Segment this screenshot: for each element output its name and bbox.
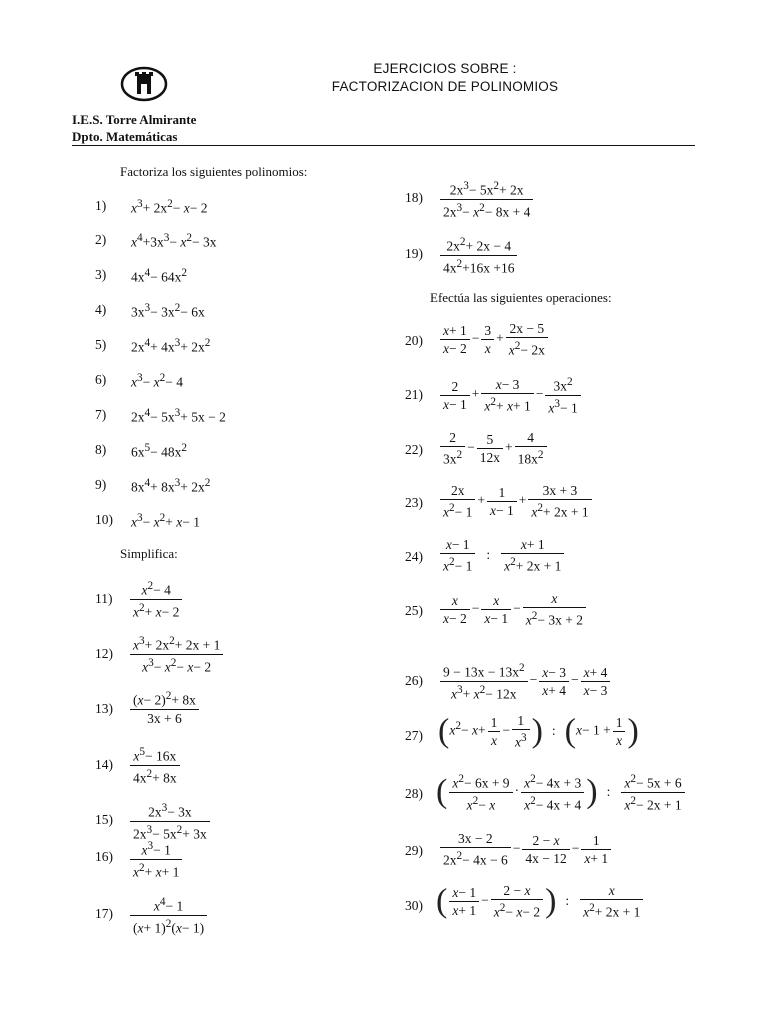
exercise-25-expression: $\frac{x}{x- 2}$ − $\frac{x}{x- 1}$ − $\frac{x}{x^2- 3x + 2}$	[438, 590, 588, 629]
exercise-16-expression: $\frac{x^3- 1}{x^2+ x+ 1}$	[128, 838, 184, 880]
exercise-number: 6)	[95, 372, 107, 387]
exercise-30-expression: ( $\frac{x- 1}{x+ 1}$ − $\frac{2 - x}{x^2- x- 2}$ ) : $\frac{x}{x^2+ 2x + 1}$	[436, 882, 645, 921]
exercise-14-expression: $\frac{x^5- 16x}{4x^2+ 8x}$	[128, 744, 182, 786]
exercise-number: 11)	[95, 591, 113, 606]
exercise-11-expression: $\frac{x^2- 4}{x^2+ x- 2}$	[128, 578, 184, 620]
exercise-number: 30)	[405, 898, 423, 913]
section-factoriza: Factoriza los siguientes polinomios:	[120, 164, 308, 179]
exercise-number: 19)	[405, 246, 423, 261]
exercise-15-expression: $\frac{2x^3- 3x}{2x^3- 5x^2+ 3x}$	[128, 800, 212, 842]
exercise-number: 4)	[95, 302, 107, 317]
exercise-number: 28)	[405, 786, 423, 801]
exercise-22-expression: $\frac{2}{3x^2}$ − $\frac{5}{12x}$ + $\frac{4}{18x^2}$	[438, 429, 549, 468]
exercise-3-expression: $4x^4- 64x^2$	[131, 267, 187, 285]
exercise-number: 29)	[405, 843, 423, 858]
exercise-number: 12)	[95, 646, 113, 661]
exercise-29-expression: $\frac{3x - 2}{2x^2- 4x - 6}$ − $\frac{2 - x}{4x - 12}$ − $\frac{1}{x+ 1}$	[438, 830, 613, 869]
section-efectua: Efectúa las siguientes operaciones:	[430, 290, 612, 305]
exercise-number: 13)	[95, 701, 113, 716]
exercise-12-expression: $\frac{x^3+ 2x^2+ 2x + 1}{x^3- x^2- x- 2}$	[128, 633, 225, 675]
exercise-4-expression: $3x^3- 3x^2- 6x$	[131, 302, 205, 320]
exercise-number: 9)	[95, 477, 107, 492]
exercise-number: 23)	[405, 495, 423, 510]
exercise-6-expression: $x^3- x^2- 4$	[131, 372, 183, 390]
exercise-number: 3)	[95, 267, 107, 282]
exercise-7-expression: $2x^4- 5x^3+ 5x - 2$	[131, 407, 226, 425]
exercise-number: 1)	[95, 198, 107, 213]
exercise-10-expression: $x^3- x^2+ x- 1$	[131, 512, 200, 530]
document-title-line1: EJERCICIOS SOBRE :	[373, 61, 517, 76]
exercise-17-expression: $\frac{x^4- 1}{(x+ 1)^2(x- 1)}$	[128, 894, 209, 936]
exercise-number: 26)	[405, 673, 423, 688]
exercise-number: 25)	[405, 603, 423, 618]
exercise-number: 15)	[95, 812, 113, 827]
exercise-number: 14)	[95, 757, 113, 772]
exercise-number: 5)	[95, 337, 107, 352]
exercise-13-expression: $\frac{(x- 2)^2+ 8x}{3x + 6}$	[128, 688, 201, 727]
exercise-18-expression: $\frac{2x^3- 5x^2+ 2x}{2x^3- x^2- 8x + 4}$	[438, 178, 535, 220]
exercise-19-expression: $\frac{2x^2+ 2x - 4}{4x^2+16x +16}$	[438, 234, 519, 276]
exercise-27-expression: ($x^2- x+$ $\frac{1}{x}$ − $\frac{1}{x^3}$ ) : (x− 1 + $\frac{1}{x}$ )	[438, 712, 639, 750]
exercise-26-expression: $\frac{9 - 13x - 13x^2}{x^3+ x^2- 12x}$ − $\frac{x- 3}{x+ 4}$ − $\frac{x+ 4}{x- 3}$	[438, 660, 612, 702]
exercise-23-expression: $\frac{2x}{x^2- 1}$ + $\frac{1}{x- 1}$ + $\frac{3x + 3}{x^2+ 2x + 1}$	[438, 482, 594, 521]
exercise-24-expression: $\frac{x- 1}{x^2- 1}$ : $\frac{x+ 1}{x^2+ 2x + 1}$	[438, 536, 566, 575]
exercise-number: 24)	[405, 549, 423, 564]
exercise-5-expression: $2x^4+ 4x^3+ 2x^2$	[131, 337, 211, 355]
exercise-2-expression: $x^4+3x^3- x^2- 3x$	[131, 232, 217, 250]
exercise-number: 27)	[405, 728, 423, 743]
exercise-number: 2)	[95, 232, 107, 247]
exercise-28-expression: ( $\frac{x^2- 6x + 9}{x^2- x}$ · $\frac{x^2- 4x + 3}{x^2- 4x + 4}$ ) : $\frac{x^2- 5x + 6}{x^2- 2x + 1}$	[436, 771, 687, 813]
exercise-8-expression: $6x^5- 48x^2$	[131, 442, 187, 460]
exercise-number: 20)	[405, 333, 423, 348]
exercise-number: 7)	[95, 407, 107, 422]
exercise-number: 16)	[95, 849, 113, 864]
school-name: I.E.S. Torre Almirante	[72, 112, 197, 127]
header-rule	[72, 145, 695, 146]
exercise-21-expression: $\frac{2}{x- 1}$ + $\frac{x- 3}{x^2+ x+ 1}$ − $\frac{3x^2}{x^3- 1}$	[438, 374, 583, 416]
exercise-number: 17)	[95, 906, 113, 921]
exercise-number: 10)	[95, 512, 113, 527]
department-name: Dpto. Matemáticas	[72, 129, 178, 144]
exercise-9-expression: $8x^4+ 8x^3+ 2x^2$	[131, 477, 211, 495]
exercise-number: 22)	[405, 442, 423, 457]
document-title-line2: FACTORIZACION DE POLINOMIOS	[331, 79, 559, 94]
exercise-number: 18)	[405, 190, 423, 205]
exercise-number: 21)	[405, 387, 423, 402]
section-simplifica: Simplifica:	[120, 546, 178, 561]
exercise-20-expression: $\frac{x+ 1}{x- 2}$ − $\frac{3}{x}$ + $\frac{2x - 5}{x^2- 2x}$	[438, 320, 550, 359]
school-logo	[120, 66, 168, 102]
exercise-1-expression: $x^3+ 2x^2- x- 2$	[131, 198, 208, 216]
exercise-number: 8)	[95, 442, 107, 457]
